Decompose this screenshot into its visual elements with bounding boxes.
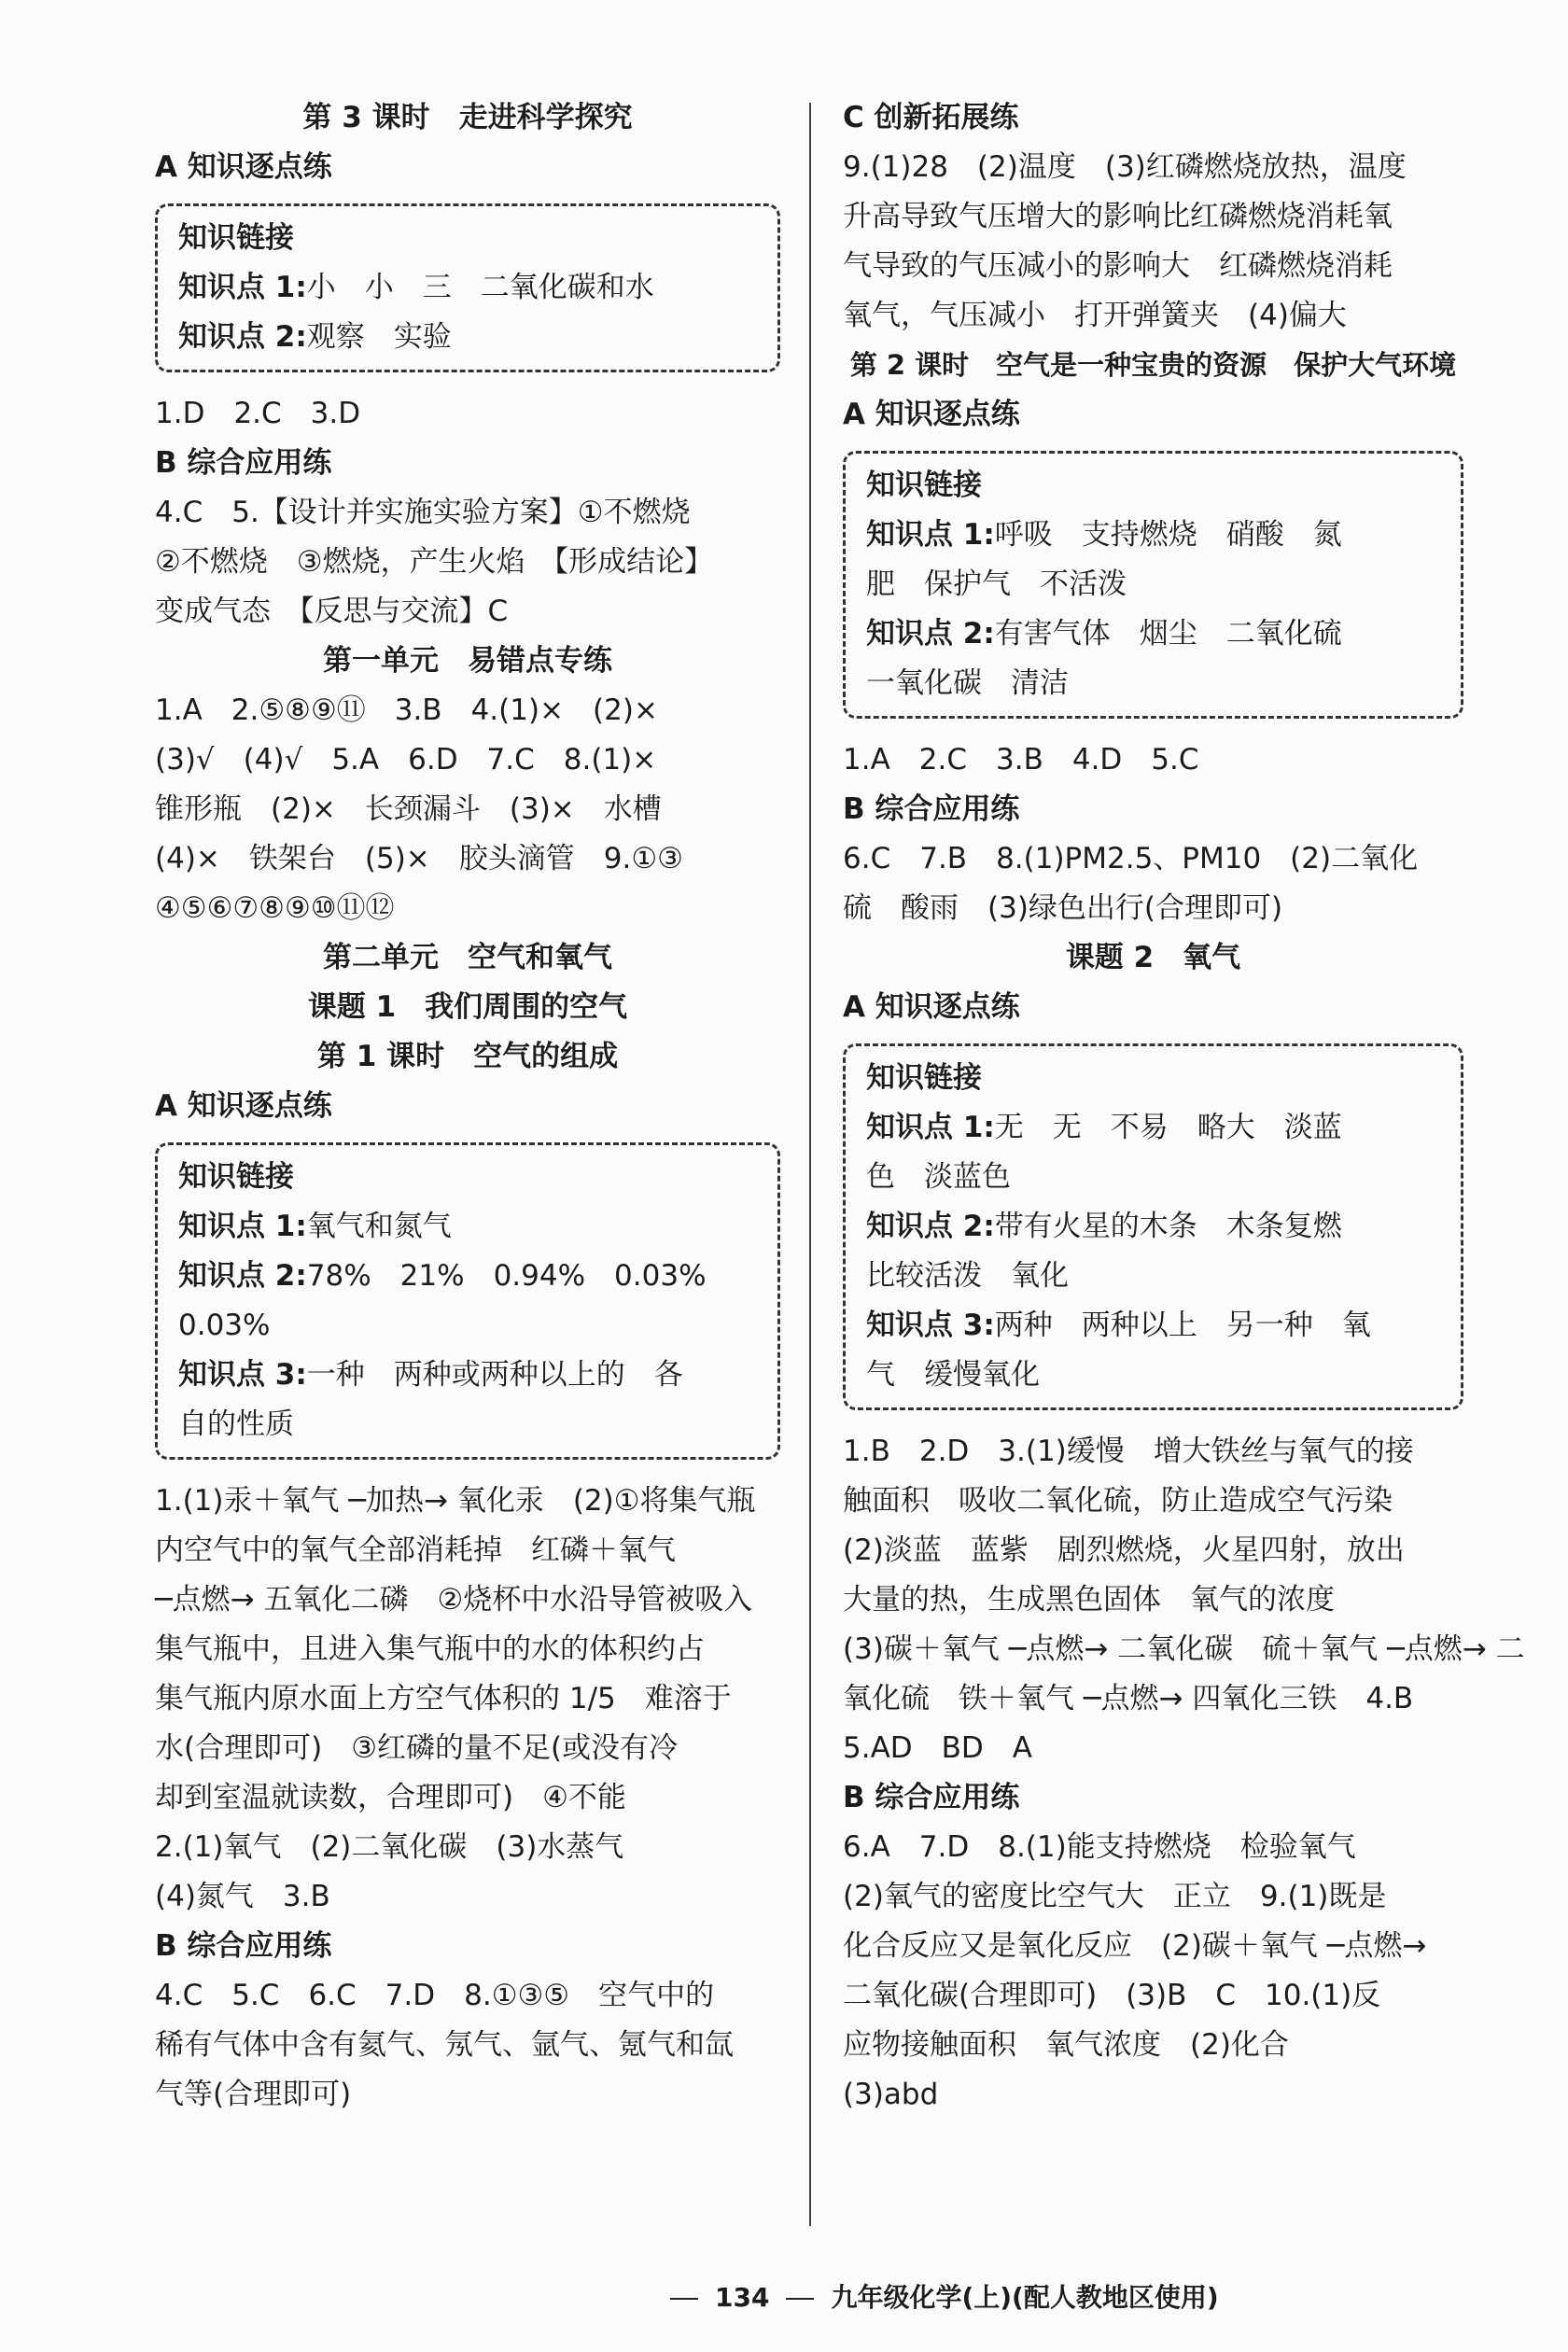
answer-line: 6.A 7.D 8.(1)能支持燃烧 检验氧气 <box>843 1830 1356 1864</box>
knowledge-point-1: 知识点 1:氧气和氮气 <box>178 1210 452 1243</box>
answer-line: 稀有气体中含有氦气、氖气、氩气、氪气和氙 <box>155 2028 734 2062</box>
knowledge-point-2: 知识点 2:带有火星的木条 木条复燃 <box>866 1210 1342 1243</box>
answer-line: 1.(1)汞＋氧气 ─加热→ 氧化汞 (2)①将集气瓶 <box>155 1484 756 1518</box>
section-b-heading: B 综合应用练 <box>843 1781 1020 1814</box>
knowledge-point-2-cont: 比较活泼 氧化 <box>866 1259 1069 1293</box>
knowledge-point-3: 知识点 3:两种 两种以上 另一种 氧 <box>866 1309 1371 1342</box>
answer-line: (3)abd <box>843 2078 939 2111</box>
answer-line: 5.AD BD A <box>843 1731 1032 1765</box>
section-a-heading: A 知识逐点练 <box>155 150 332 184</box>
answer-line: ②不燃烧 ③燃烧，产生火焰 【形成结论】 <box>155 545 714 579</box>
answer-line: (3)碳＋氧气 ─点燃→ 二氧化碳 硫＋氧气 ─点燃→ 二 <box>843 1632 1525 1666</box>
knowledge-point-1: 知识点 1:小 小 三 二氧化碳和水 <box>178 271 654 304</box>
left-column <box>155 93 780 2120</box>
answer-line: (2)淡蓝 蓝紫 剧烈燃烧，火星四射，放出 <box>843 1533 1405 1567</box>
answer-line: 却到室温就读数，合理即可) ④不能 <box>155 1781 626 1814</box>
footer-dash-right <box>786 2298 814 2300</box>
knowledge-box <box>843 451 1463 719</box>
knowledge-point-2: 知识点 2:观察 实验 <box>178 320 452 354</box>
knowledge-point-3-cont: 自的性质 <box>178 1407 294 1441</box>
answer-line: 1.D 2.C 3.D <box>155 397 361 430</box>
answer-line: 硫 酸雨 (3)绿色出行(合理即可) <box>843 891 1283 925</box>
topic2-title: 课题 2 氧气 <box>1065 941 1241 974</box>
unit2-title: 第二单元 空气和氧气 <box>323 941 612 974</box>
answer-line: ─点燃→ 五氧化二磷 ②烧杯中水沿导管被吸入 <box>155 1583 753 1617</box>
answer-line: 氧气，气压减小 打开弹簧夹 (4)偏大 <box>843 299 1347 332</box>
answer-line: 变成气态 【反思与交流】C <box>155 595 509 628</box>
topic1-title: 课题 1 我们周围的空气 <box>307 990 628 1024</box>
answer-line: 触面积 吸收二氧化硫，防止造成空气污染 <box>843 1484 1393 1518</box>
box-title: 知识链接 <box>866 469 982 502</box>
box-title: 知识链接 <box>178 221 294 255</box>
knowledge-box <box>155 1142 780 1460</box>
lesson2-title: 第 2 课时 空气是一种宝贵的资源 保护大气环境 <box>849 349 1457 381</box>
answer-line: (4)氮气 3.B <box>155 1880 330 1913</box>
lesson1-title: 第 1 课时 空气的组成 <box>316 1040 619 1073</box>
answer-line: 化合反应又是氧化反应 (2)碳＋氧气 ─点燃→ <box>843 1929 1427 1963</box>
answer-line: 氧化硫 铁＋氧气 ─点燃→ 四氧化三铁 4.B <box>843 1682 1414 1715</box>
answer-line: ④⑤⑥⑦⑧⑨⑩⑪⑫ <box>155 891 395 925</box>
knowledge-point-1-cont: 色 淡蓝色 <box>866 1160 1011 1194</box>
answer-line: 1.A 2.C 3.B 4.D 5.C <box>843 743 1199 777</box>
answer-line: 集气瓶中，且进入集气瓶中的水的体积约占 <box>155 1632 705 1666</box>
answer-line: 4.C 5.C 6.C 7.D 8.①③⑤ 空气中的 <box>155 1979 715 2012</box>
knowledge-point-2: 知识点 2:78% 21% 0.94% 0.03% <box>178 1259 707 1293</box>
box-title: 知识链接 <box>866 1061 982 1095</box>
answer-line: 2.(1)氧气 (2)二氧化碳 (3)水蒸气 <box>155 1830 624 1864</box>
answer-line: 锥形瓶 (2)× 长颈漏斗 (3)× 水槽 <box>155 792 662 826</box>
answer-line: 气等(合理即可) <box>155 2078 352 2111</box>
answer-line: 应物接触面积 氧气浓度 (2)化合 <box>843 2028 1289 2062</box>
knowledge-box <box>843 1043 1463 1410</box>
knowledge-point-1: 知识点 1:无 无 不易 略大 淡蓝 <box>866 1111 1342 1144</box>
answer-line: 二氧化碳(合理即可) (3)B C 10.(1)反 <box>843 1979 1381 2012</box>
knowledge-box <box>155 203 780 372</box>
knowledge-point-3-cont: 气 缓慢氧化 <box>866 1358 1040 1392</box>
knowledge-point-2: 知识点 2:有害气体 烟尘 二氧化硫 <box>866 617 1342 651</box>
answer-line: (3)√ (4)√ 5.A 6.D 7.C 8.(1)× <box>155 743 657 777</box>
answer-line: 水(合理即可) ③红磷的量不足(或没有冷 <box>155 1731 679 1765</box>
section-a-heading: A 知识逐点练 <box>843 990 1020 1024</box>
answer-line: 9.(1)28 (2)温度 (3)红磷燃烧放热，温度 <box>843 150 1407 184</box>
unit1-title: 第一单元 易错点专练 <box>323 644 612 678</box>
column-divider <box>809 103 811 2226</box>
book-title: 九年级化学(上)(配人教地区使用) <box>831 2282 1219 2313</box>
lesson3-title: 第 3 课时 走进科学探究 <box>302 101 633 134</box>
page-number: 134 <box>715 2282 770 2313</box>
section-b-heading: B 综合应用练 <box>155 1929 332 1963</box>
answer-line: 气导致的气压减小的影响大 红磷燃烧消耗 <box>843 249 1393 283</box>
answer-line: 6.C 7.B 8.(1)PM2.5、PM10 (2)二氧化 <box>843 842 1419 875</box>
section-a-heading: A 知识逐点练 <box>155 1089 332 1123</box>
answer-line: 大量的热，生成黑色固体 氧气的浓度 <box>843 1583 1335 1617</box>
answer-line: (2)氧气的密度比空气大 正立 9.(1)既是 <box>843 1880 1387 1913</box>
knowledge-point-2-cont: 一氧化碳 清洁 <box>866 666 1069 700</box>
knowledge-point-1: 知识点 1:呼吸 支持燃烧 硝酸 氮 <box>866 518 1342 552</box>
box-title: 知识链接 <box>178 1160 294 1194</box>
knowledge-point-1-cont: 肥 保护气 不活泼 <box>866 567 1127 601</box>
answer-line: 内空气中的氧气全部消耗掉 红磷＋氧气 <box>155 1533 676 1567</box>
answer-line: (4)× 铁架台 (5)× 胶头滴管 9.①③ <box>155 842 683 875</box>
answer-line: 1.B 2.D 3.(1)缓慢 增大铁丝与氧气的接 <box>843 1435 1414 1468</box>
answer-line: 集气瓶内原水面上方空气体积的 1/5 难溶于 <box>155 1682 732 1715</box>
section-a-heading: A 知识逐点练 <box>843 398 1020 431</box>
section-c-heading: C 创新拓展练 <box>843 101 1019 134</box>
section-b-heading: B 综合应用练 <box>155 446 332 480</box>
section-b-heading: B 综合应用练 <box>843 792 1020 826</box>
answer-line: 4.C 5.【设计并实施实验方案】①不燃烧 <box>155 496 691 529</box>
knowledge-point-3: 知识点 3:一种 两种或两种以上的 各 <box>178 1358 683 1392</box>
knowledge-point-2-cont: 0.03% <box>178 1309 271 1342</box>
right-column <box>843 93 1525 2120</box>
page-footer <box>653 2277 1219 2315</box>
footer-dash-left <box>670 2298 698 2300</box>
answer-line: 1.A 2.⑤⑧⑨⑪ 3.B 4.(1)× (2)× <box>155 693 658 727</box>
answer-line: 升高导致气压增大的影响比红磷燃烧消耗氧 <box>843 200 1393 233</box>
